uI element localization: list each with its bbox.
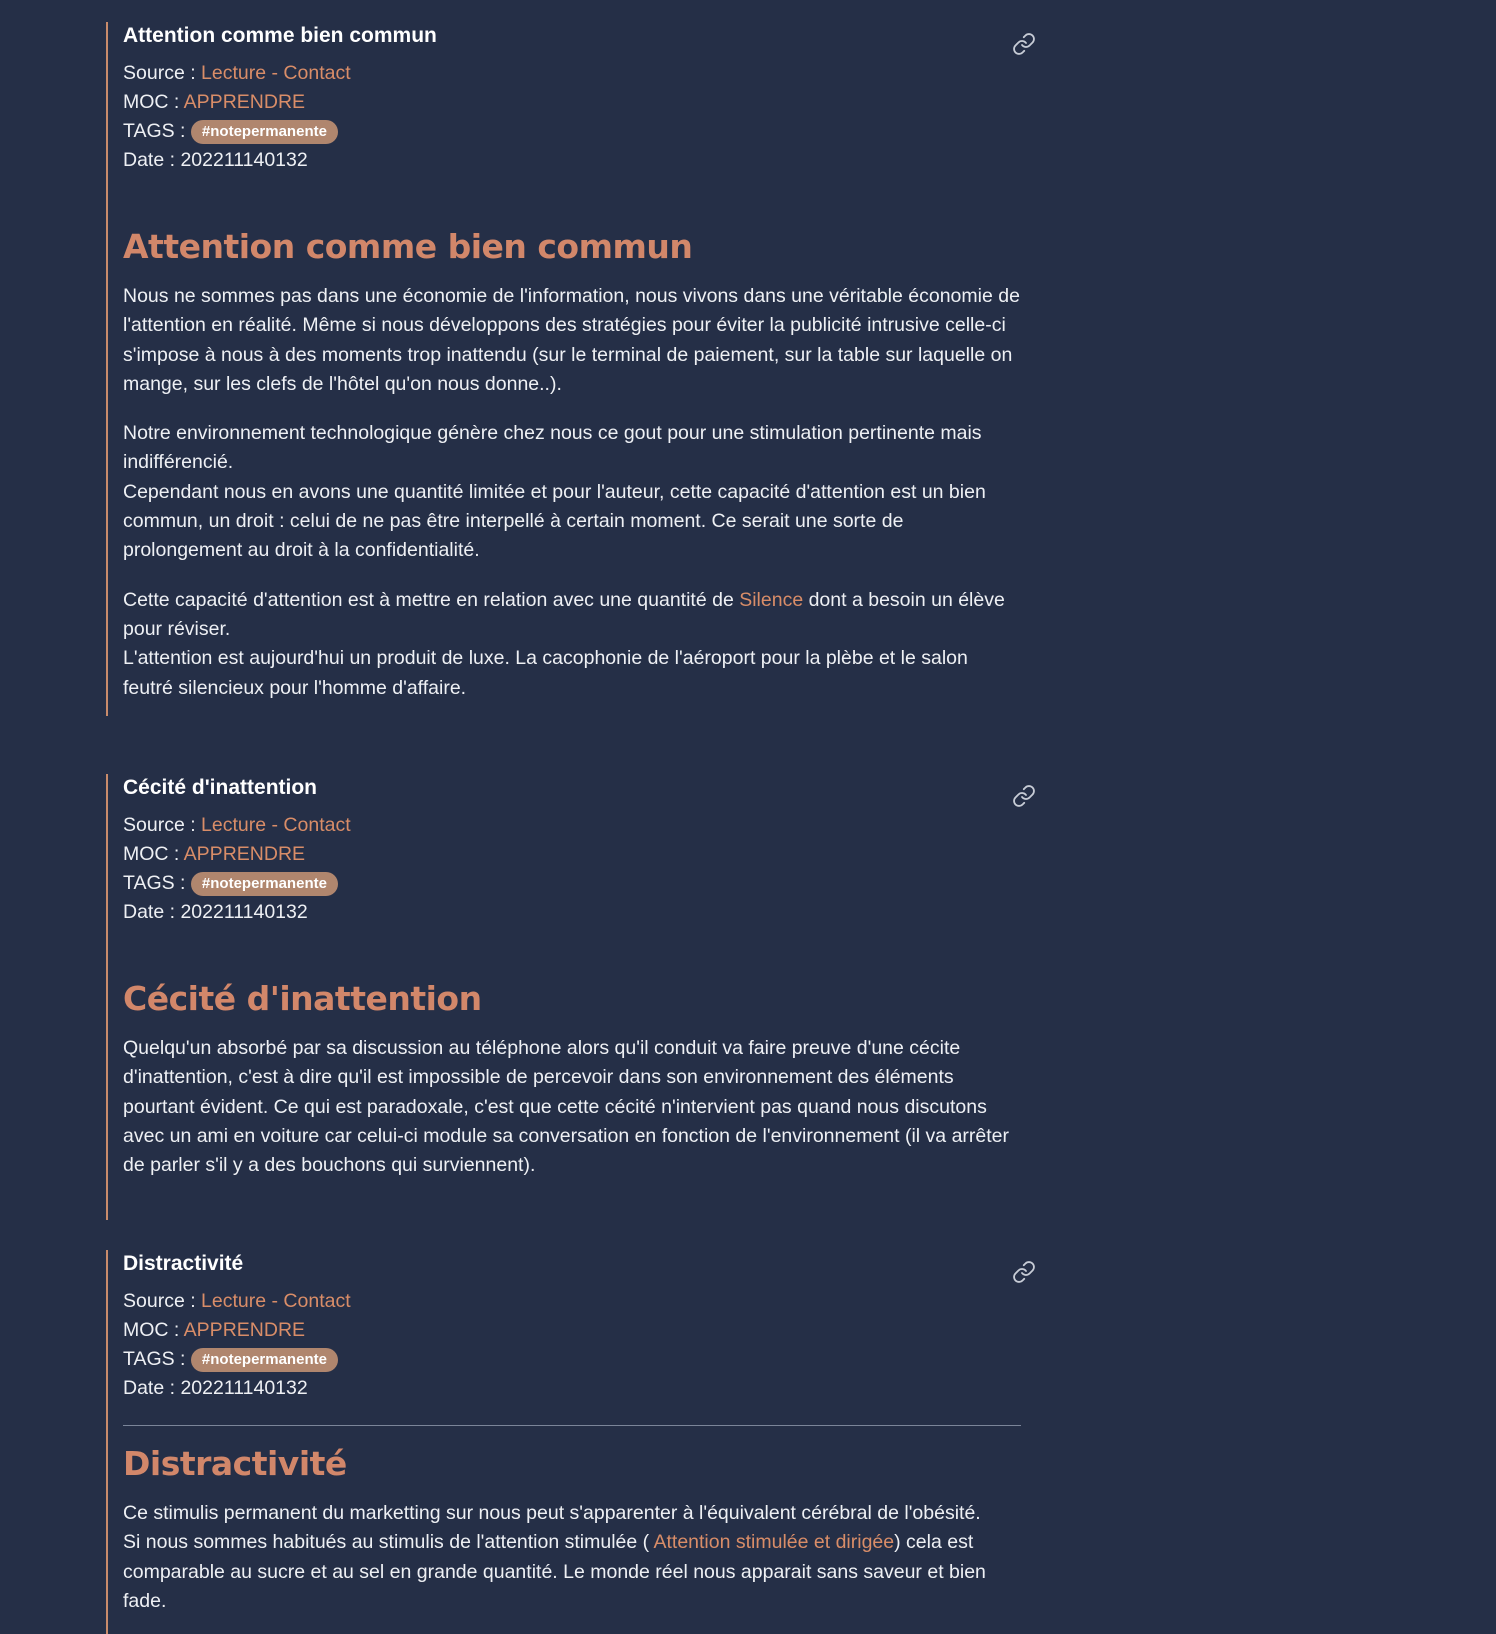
paragraph-group: [123, 586, 1072, 703]
date-value: 202211140132: [180, 901, 308, 923]
paragraph: Nous ne sommes pas dans une économie de l'information, nous vivons dans une véritable économie de l'attention en réalité. Même si nous développons des stratégies pour éviter la publicité intrusive celle-ci s'impose à nous à des moments trop inattendu (sur le terminal de paiement, sur la table sur laquelle on mange, sur les clefs de l'hôtel qu'on nous donne..).: [123, 285, 1020, 395]
moc-row: [123, 1316, 1072, 1345]
source-link[interactable]: Lecture - Contact: [201, 62, 351, 84]
paragraph: Quelqu'un absorbé par sa discussion au téléphone alors qu'il conduit va faire preuve d'une cécite d'inattention, c'est à dire qu'il est impossible de percevoir dans son environnement des éléments pourtant évident. Ce qui est paradoxale, c'est que cette cécité n'intervient pas quand nous discutons avec un ami en voiture car celui-ci module sa conversation en fonction de l'environnement (il va arrêter de parler s'il y a des bouchons qui surviennent).: [123, 1037, 1010, 1177]
source-link[interactable]: Lecture - Contact: [201, 814, 351, 836]
tag-pill[interactable]: #notepermanente: [191, 872, 338, 896]
date-label: Date :: [123, 1377, 181, 1399]
tag-pill[interactable]: #notepermanente: [191, 120, 338, 144]
date-row: [123, 1374, 1072, 1403]
text-span: Cette capacité d'attention est à mettre en relation avec une quantité de: [123, 588, 740, 611]
date-value: 202211140132: [180, 1377, 308, 1399]
link-icon[interactable]: [1012, 32, 1036, 56]
source-link[interactable]: Lecture - Contact: [201, 1290, 351, 1312]
text-span: dont a besoin un élève pour réviser.: [123, 588, 1005, 640]
horizontal-rule: [123, 1425, 1021, 1426]
note-heading: Attention comme bien commun: [123, 227, 693, 266]
moc-label: MOC :: [123, 1319, 184, 1341]
text-span: Si nous sommes habitués au stimulis de l'attention stimulée (: [123, 1531, 654, 1554]
embedded-note: [106, 774, 1072, 1220]
tags-row: [123, 1345, 1072, 1374]
paragraph: Cependant nous en avons une quantité limitée et pour l'auteur, cette capacité d'attention est un bien commun, un droit : celui de ne pas être interpellé à certain moment. Ce serait une sorte de prolongement au droit à la confidentialité.: [123, 480, 986, 562]
embed-title[interactable]: Attention comme bien commun: [123, 24, 437, 47]
source-label: Source :: [123, 62, 202, 84]
silence-link[interactable]: Silence: [739, 588, 804, 611]
date-row: [123, 146, 1072, 175]
note-metadata: [123, 1287, 1072, 1403]
embedded-note: [106, 22, 1072, 716]
moc-label: MOC :: [123, 843, 184, 865]
paragraph: [123, 1528, 1023, 1616]
embed-title[interactable]: Distractivité: [123, 1252, 244, 1275]
source-row: [123, 1287, 1072, 1316]
paragraph-group: [123, 1499, 1072, 1616]
embedded-note: [106, 1250, 1072, 1634]
moc-link[interactable]: APPRENDRE: [183, 843, 306, 865]
tags-label: TAGS :: [123, 1348, 191, 1370]
tags-label: TAGS :: [123, 872, 191, 894]
note-heading: Distractivité: [123, 1444, 347, 1483]
moc-row: [123, 840, 1072, 869]
moc-link[interactable]: APPRENDRE: [183, 1319, 306, 1341]
moc-label: MOC :: [123, 91, 184, 113]
source-label: Source :: [123, 814, 202, 836]
paragraph-group: [123, 419, 1072, 565]
text-span: ) cela est comparable au sucre et au sel en grande quantité. Le monde réel nous apparait sans saveur et bien fade.: [123, 1531, 986, 1612]
link-icon[interactable]: [1012, 1260, 1036, 1284]
tags-row: [123, 117, 1072, 146]
date-label: Date :: [123, 901, 181, 923]
note-metadata: [123, 59, 1072, 175]
paragraph: L'attention est aujourd'hui un produit de luxe. La cacophonie de l'aéroport pour la plèbe et le salon feutré silencieux pour l'homme d'affaire.: [123, 647, 968, 699]
paragraph: Notre environnement technologique génère chez nous ce gout pour une stimulation pertinente mais indifférencié.: [123, 422, 982, 474]
embed-title[interactable]: Cécité d'inattention: [123, 776, 318, 799]
link-icon[interactable]: [1012, 784, 1036, 808]
source-row: [123, 59, 1072, 88]
date-value: 202211140132: [180, 149, 308, 171]
note-metadata: [123, 811, 1072, 927]
tags-row: [123, 869, 1072, 898]
note-heading: Cécité d'inattention: [123, 979, 482, 1018]
paragraph: [123, 586, 1023, 645]
date-label: Date :: [123, 149, 181, 171]
source-row: [123, 811, 1072, 840]
source-label: Source :: [123, 1290, 202, 1312]
paragraph: Ce stimulis permanent du marketting sur nous peut s'apparenter à l'équivalent cérébral de l'obésité.: [123, 1502, 981, 1524]
tags-label: TAGS :: [123, 120, 191, 142]
date-row: [123, 898, 1072, 927]
moc-link[interactable]: APPRENDRE: [183, 91, 306, 113]
attention-link[interactable]: Attention stimulée et dirigée: [653, 1531, 895, 1554]
moc-row: [123, 88, 1072, 117]
tag-pill[interactable]: #notepermanente: [191, 1348, 338, 1372]
